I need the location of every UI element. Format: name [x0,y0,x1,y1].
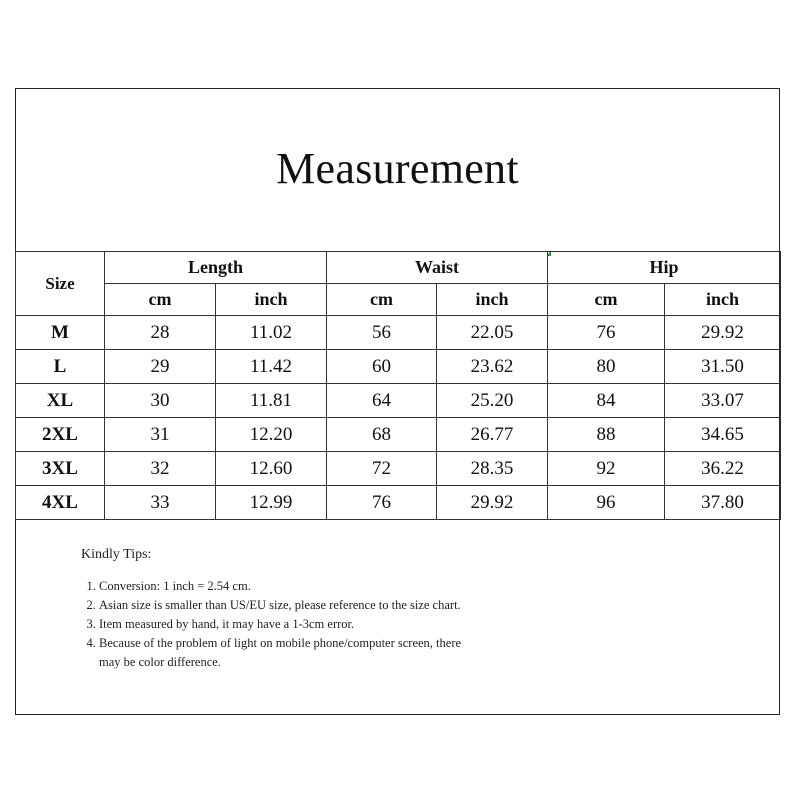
size-cell: L [16,350,105,384]
table-cell: 26.77 [437,418,548,452]
table-cell: 25.20 [437,384,548,418]
table-cell: 36.22 [665,452,781,486]
tip-item: 3. Item measured by hand, it may have a 1-3cm error. [99,615,479,634]
table-cell: 76 [548,316,665,350]
size-cell: XL [16,384,105,418]
unit-header: inch [665,284,781,316]
table-cell: 12.20 [216,418,327,452]
size-cell: M [16,316,105,350]
table-cell: 76 [327,486,437,520]
group-header-waist: Waist [327,252,548,284]
tip-item: 4. Because of the problem of light on mobile phone/computer screen, there may be color difference. [99,634,479,672]
table-cell: 92 [548,452,665,486]
table-cell: 29.92 [665,316,781,350]
table-row [16,452,781,486]
tip-item: 1. Conversion: 1 inch = 2.54 cm. [99,577,479,596]
size-cell: 4XL [16,486,105,520]
table-cell: 31.50 [665,350,781,384]
table-row [16,418,781,452]
table-cell: 11.02 [216,316,327,350]
unit-header: inch [437,284,548,316]
table-cell: 84 [548,384,665,418]
size-table [15,251,781,520]
table-cell: 68 [327,418,437,452]
table-cell: 11.81 [216,384,327,418]
table-cell: 64 [327,384,437,418]
table-cell: 12.60 [216,452,327,486]
table-cell: 29.92 [437,486,548,520]
size-cell: 3XL [16,452,105,486]
unit-header: cm [548,284,665,316]
tips-list [81,577,479,672]
table-row [16,316,781,350]
table-cell: 37.80 [665,486,781,520]
group-header-hip: Hip [548,252,781,284]
table-cell: 33.07 [665,384,781,418]
table-row [16,384,781,418]
unit-header: inch [216,284,327,316]
size-column-header: Size [16,252,105,316]
page-title: Measurement [276,144,519,193]
group-header-length: Length [105,252,327,284]
table-unit-header-row [16,284,781,316]
size-cell: 2XL [16,418,105,452]
tips-title: Kindly Tips: [81,547,152,562]
table-cell: 34.65 [665,418,781,452]
table-cell: 31 [105,418,216,452]
table-cell: 96 [548,486,665,520]
tip-item: 2. Asian size is smaller than US/EU size, please reference to the size chart. [99,596,479,615]
table-row [16,486,781,520]
table-cell: 28 [105,316,216,350]
table-row [16,350,781,384]
kindly-tips [81,547,479,672]
unit-header: cm [327,284,437,316]
table-cell: 32 [105,452,216,486]
table-cell: 56 [327,316,437,350]
table-cell: 60 [327,350,437,384]
table-cell: 80 [548,350,665,384]
table-cell: 28.35 [437,452,548,486]
table-cell: 30 [105,384,216,418]
table-cell: 11.42 [216,350,327,384]
table-cell: 33 [105,486,216,520]
table-group-header-row [16,252,781,284]
table-cell: 72 [327,452,437,486]
table-cell: 23.62 [437,350,548,384]
unit-header: cm [105,284,216,316]
table-cell: 12.99 [216,486,327,520]
table-cell: 22.05 [437,316,548,350]
table-cell: 88 [548,418,665,452]
table-cell: 29 [105,350,216,384]
size-chart-frame [15,88,780,715]
